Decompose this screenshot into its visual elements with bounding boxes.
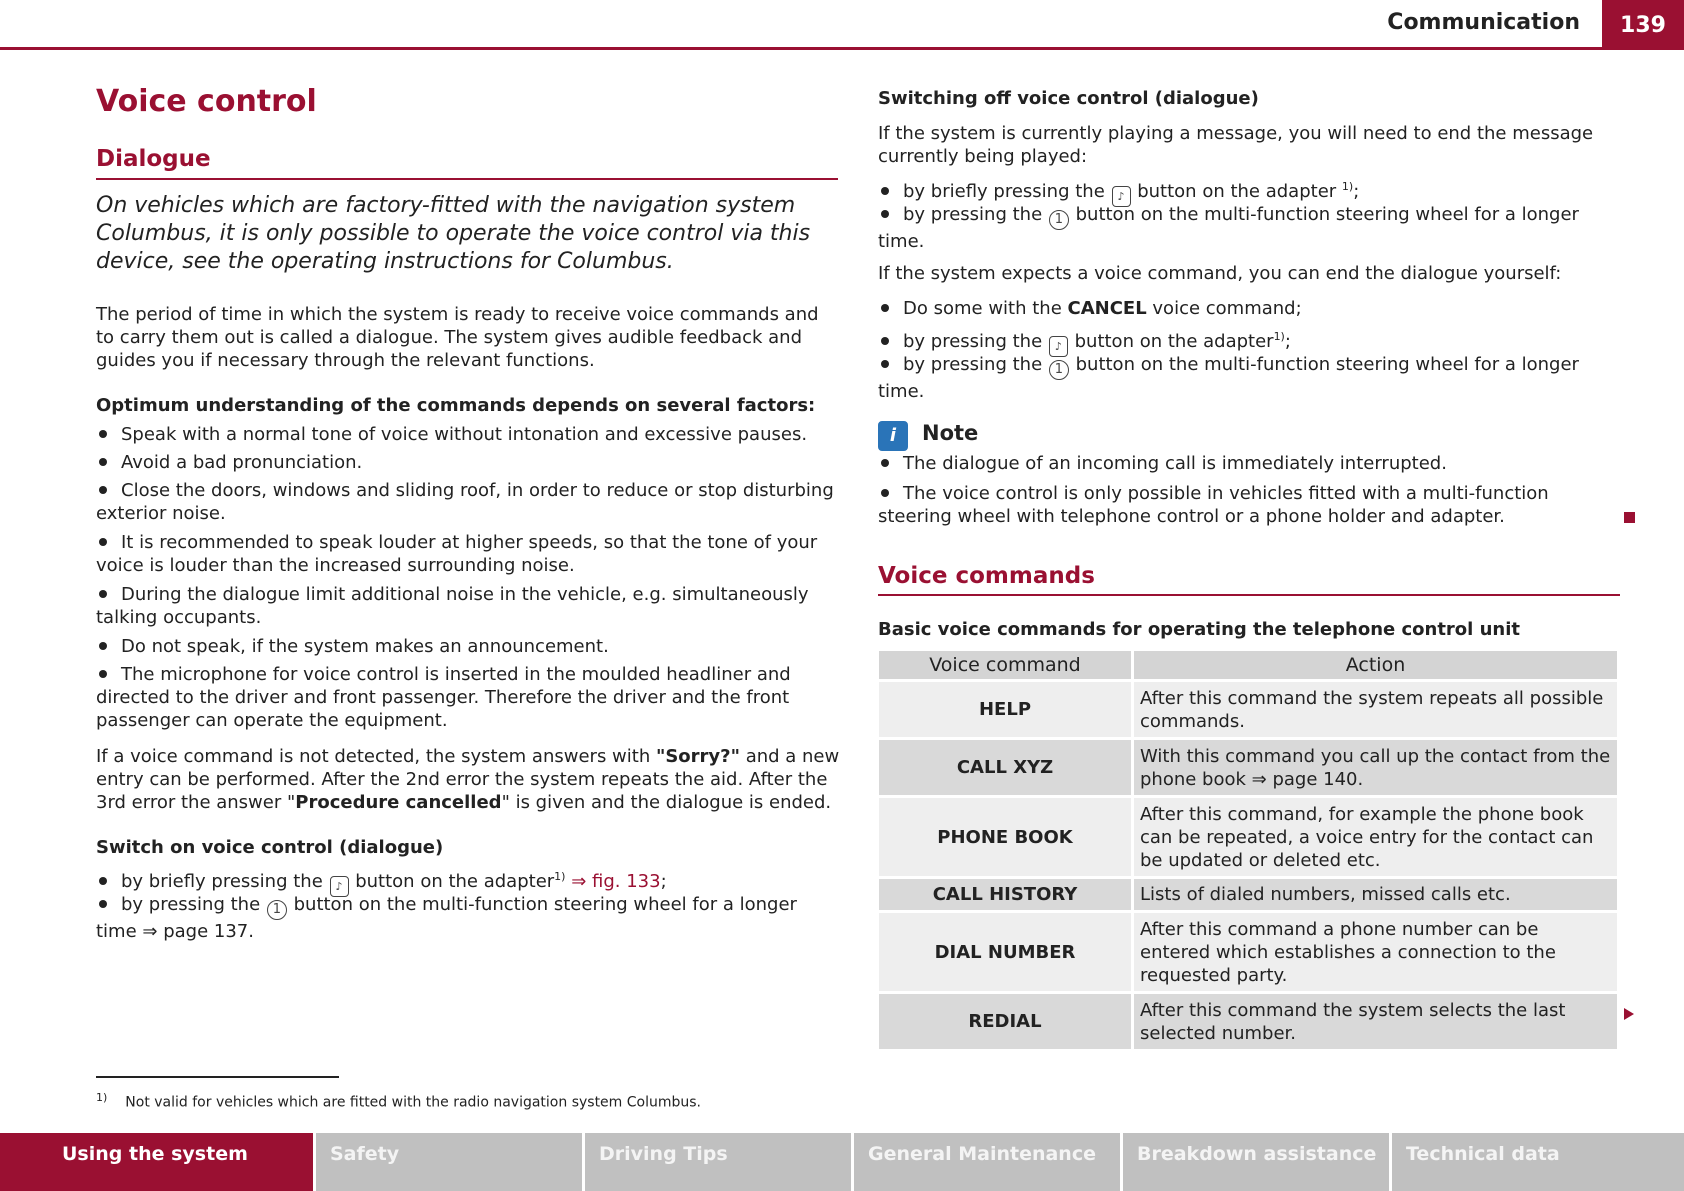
action-cell: After this command a phone number can be entered which establishes a connection to the requested party. [1134,913,1617,991]
list-item: by pressing the 1 button on the multi-function steering wheel for a longer time ⇒ page 137. [96,894,797,942]
info-icon: i [878,421,908,451]
nav-tab-driving-tips[interactable]: Driving Tips [585,1133,854,1191]
list-item: by pressing the 1 button on the multi-function steering wheel for a longer time. [878,354,1579,402]
list-item: Close the doors, windows and sliding roof, in order to reduce or stop disturbing exterior noise. [96,480,834,524]
page-number: 139 [1602,0,1684,50]
switch-off-heading: Switching off voice control (dialogue) [878,88,1259,109]
list-item: by briefly pressing the ♪ button on the adapter $^{1)}$; [878,175,1618,207]
section-rule [96,178,838,180]
footnote-rule [96,1076,339,1078]
section-voice-commands-heading: Voice commands [878,563,1095,589]
note-item: The voice control is only possible in vehicles fitted with a multi-function steering wheel with telephone control or a phone holder and adapter. [878,483,1549,527]
section-end-marker [1624,512,1635,523]
factors-heading: Optimum understanding of the commands depends on several factors: [96,395,816,416]
table-header-row [879,651,1617,679]
adapter-button-icon: ♪ [1049,336,1068,357]
table-row [879,994,1617,1049]
adapter-button-icon: ♪ [330,876,349,897]
section-dialogue-heading: Dialogue [96,146,211,172]
chapter-title: Communication [1387,10,1580,35]
page-title: Voice control [96,84,317,119]
switch-on-heading: Switch on voice control (dialogue) [96,837,444,858]
expects-paragraph: If the system expects a voice command, you can end the dialogue yourself: [878,263,1562,284]
voice-commands-table [876,648,1620,1052]
command-cell: PHONE BOOK [879,798,1131,876]
continue-arrow-icon [1624,1008,1634,1020]
table-row [879,879,1617,910]
command-cell: DIAL NUMBER [879,913,1131,991]
action-cell: After this command, for example the phone book can be repeated, a voice entry for the contact can be updated or deleted etc. [1134,798,1617,876]
column-header: Voice command [879,651,1131,679]
intro-text: On vehicles which are factory-fitted with the navigation system Columbus, it is only possible to operate the voice control via this device, see the operating instructions for Columbus. [96,193,811,274]
action-cell: After this command the system selects the last selected number. [1134,994,1617,1049]
action-cell: After this command the system repeats all possible commands. [1134,682,1617,737]
action-cell: With this command you call up the contact from the phone book ⇒ page 140. [1134,740,1617,795]
list-item: by briefly pressing the ♪ button on the adapter$^{1)}$ ⇒ fig. 133; [96,865,842,897]
table-heading: Basic voice commands for operating the telephone control unit [878,619,1521,640]
list-item: Speak with a normal tone of voice without intonation and excessive pauses. [96,423,842,446]
nav-tab-using-the-system[interactable]: Using the system [0,1133,316,1191]
not-detected-paragraph: If a voice command is not detected, the system answers with "Sorry?" and a new entry can be performed. After the 2nd error the system repeats the aid. After the 3rd error the answer "Procedure cancelled" is given and the dialogue is ended. [96,746,840,813]
list-item: It is recommended to speak louder at higher speeds, so that the tone of your voice is louder than the increased surrounding noise. [96,532,818,576]
list-item: During the dialogue limit additional noise in the vehicle, e.g. simultaneously talking occupants. [96,584,809,628]
column-header: Action [1134,651,1617,679]
button-1-icon: 1 [1049,210,1069,230]
action-cell: Lists of dialed numbers, missed calls etc. [1134,879,1617,910]
nav-tab-breakdown-assistance[interactable]: Breakdown assistance [1123,1133,1392,1191]
list-item: by pressing the 1 button on the multi-function steering wheel for a longer time. [878,204,1579,252]
table-row [879,740,1617,795]
list-item: Do not speak, if the system makes an announcement. [96,635,842,658]
table-row [879,798,1617,876]
list-item: Do some with the CANCEL voice command; [878,297,1618,320]
nav-tab-general-maintenance[interactable]: General Maintenance [854,1133,1123,1191]
command-cell: CALL XYZ [879,740,1131,795]
nav-tab-safety[interactable]: Safety [316,1133,585,1191]
table-row [879,682,1617,737]
note-item: The dialogue of an incoming call is immediately interrupted. [878,452,1618,475]
command-cell: REDIAL [879,994,1131,1049]
figure-link[interactable]: ⇒ fig. 133 [565,871,661,892]
table-row [879,913,1617,991]
footnote: $^{1)}$ Not valid for vehicles which are fitted with the radio navigation system Columbus. [96,1091,702,1111]
adapter-button-icon: ♪ [1112,186,1131,207]
header-rule [0,47,1684,50]
note-title: Note [922,421,979,445]
dialogue-paragraph: The period of time in which the system is ready to receive voice commands and to carry them out is called a dialogue. The system gives audible feedback and guides you if necessary through the relevant functions. [96,304,819,371]
switch-off-intro: If the system is currently playing a message, you will need to end the message currently being played: [878,123,1594,167]
command-cell: HELP [879,682,1131,737]
list-item: Avoid a bad pronunciation. [96,451,842,474]
list-item: The microphone for voice control is inserted in the moulded headliner and directed to the driver and front passenger. Therefore the driver and the front passenger can operate the equipment. [96,664,791,731]
button-1-icon: 1 [267,900,287,920]
list-item: by pressing the ♪ button on the adapter$^{1)}$; [878,325,1618,357]
command-cell: CALL HISTORY [879,879,1131,910]
chapter-nav-bar [0,1133,1684,1191]
section-rule [878,594,1620,596]
button-1-icon: 1 [1049,360,1069,380]
nav-tab-technical-data[interactable]: Technical data [1392,1133,1684,1191]
